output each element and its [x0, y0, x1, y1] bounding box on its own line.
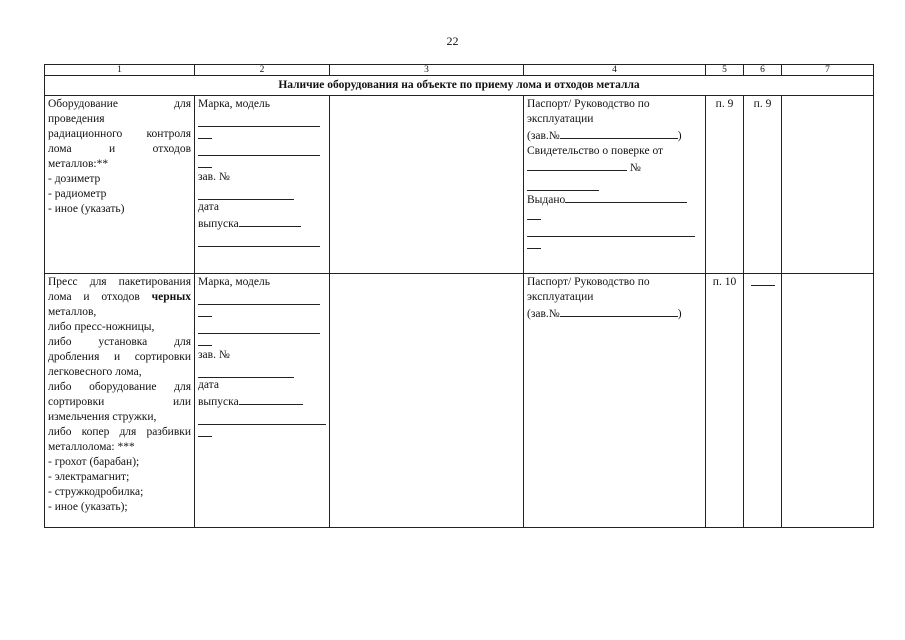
empty-cell — [330, 96, 524, 274]
passport-label: Паспорт/ Руководство по — [527, 98, 650, 110]
serial-number-blank[interactable] — [198, 185, 294, 200]
description-line: лома и отходов — [48, 143, 191, 155]
blank-line[interactable] — [527, 176, 599, 191]
passport-label: эксплуатации — [527, 291, 594, 303]
blank-line[interactable] — [198, 127, 326, 141]
brand-model-label: Марка, модель — [198, 276, 270, 288]
documents-cell — [524, 96, 706, 274]
passport-label: Паспорт/ Руководство по — [527, 276, 650, 288]
equipment-form-table — [44, 64, 874, 528]
description-line: либо оборудование для — [48, 381, 192, 393]
description-line: либо копер для разбивки — [48, 426, 192, 438]
release-date-label: дата — [198, 379, 219, 391]
passport-label: эксплуатации — [527, 113, 594, 125]
description-line: металлов:** — [48, 158, 109, 170]
description-line: - радиометр — [48, 188, 107, 200]
description-line: - иное (указать) — [48, 203, 125, 215]
blank-line[interactable] — [198, 425, 326, 439]
blank-line[interactable] — [198, 334, 326, 348]
description-line: Пресс для пакетирования — [48, 276, 191, 288]
release-date-blank[interactable] — [198, 410, 326, 425]
certificate-label: Свидетельство о поверке от — [527, 145, 664, 157]
blank-line[interactable] — [527, 208, 702, 222]
serial-number-label: зав. № — [198, 171, 230, 183]
brand-model-cell — [195, 96, 330, 274]
column-number-4: 4 — [524, 65, 706, 76]
description-line: либо установка для — [48, 336, 191, 348]
page-number: 22 — [446, 34, 459, 48]
column-number-7: 7 — [782, 65, 874, 76]
column-number-1: 1 — [45, 65, 195, 76]
equipment-description-cell — [45, 96, 195, 274]
brand-model-label: Марка, модель — [198, 98, 270, 110]
blank-line[interactable] — [198, 305, 326, 319]
brand-model-blank[interactable] — [198, 290, 320, 305]
serial-number-field[interactable]: (зав.№ ) — [527, 127, 702, 144]
serial-number-label: зав. № — [198, 349, 230, 361]
description-line: легковесного лома, — [48, 366, 142, 378]
requirement-ref-cell: п. 9 — [706, 96, 744, 274]
brand-model-cell — [195, 274, 330, 528]
blank-line[interactable] — [527, 237, 702, 251]
description-line: - электрамагнит; — [48, 471, 130, 483]
description-line: либо пресс-ножницы, — [48, 321, 155, 333]
section-title: Наличие оборудования на объекте по приему лома и отходов металла — [45, 76, 874, 96]
empty-cell — [782, 96, 874, 274]
description-line: металлолома: *** — [48, 441, 135, 453]
blank-line[interactable] — [198, 141, 320, 156]
column-number-row — [45, 65, 874, 76]
release-date-label: дата — [198, 201, 219, 213]
table-row — [45, 274, 874, 528]
description-line: - грохот (барабан); — [48, 456, 140, 468]
requirement-ref-cell: п. 10 — [706, 274, 744, 528]
description-line: радиационного контроля — [48, 128, 191, 140]
blank-line[interactable] — [751, 275, 775, 286]
release-date-label: выпуска — [198, 215, 326, 232]
blank-line[interactable] — [527, 222, 695, 237]
requirement-ref-cell: п. 9 — [744, 96, 782, 274]
column-number-6: 6 — [744, 65, 782, 76]
section-title-row — [45, 76, 874, 96]
requirement-ref-cell — [744, 274, 782, 528]
release-date-blank[interactable] — [198, 232, 320, 247]
brand-model-blank[interactable] — [198, 112, 320, 127]
blank-line[interactable] — [198, 319, 320, 334]
description-line: проведения — [48, 113, 105, 125]
column-number-5: 5 — [706, 65, 744, 76]
description-line: дробления и сортировки — [48, 351, 192, 363]
description-line: - иное (указать); — [48, 501, 128, 513]
equipment-description-cell — [45, 274, 195, 528]
certificate-number-field[interactable]: № — [527, 159, 702, 176]
serial-number-field[interactable]: (зав.№ ) — [527, 305, 702, 322]
description-line: Оборудование для — [48, 98, 191, 110]
empty-cell — [330, 274, 524, 528]
description-line: металлов, — [48, 306, 97, 318]
description-line: - стружкодробилка; — [48, 486, 144, 498]
empty-cell — [782, 274, 874, 528]
blank-line[interactable] — [198, 156, 326, 170]
description-line: сортировки или — [48, 396, 191, 408]
description-line: - дозиметр — [48, 173, 101, 185]
description-line: лома и отходов черных — [48, 291, 191, 303]
release-date-label: выпуска — [198, 393, 326, 410]
table-row — [45, 96, 874, 274]
column-number-2: 2 — [195, 65, 330, 76]
description-line: измельчения стружки, — [48, 411, 157, 423]
serial-number-blank[interactable] — [198, 363, 294, 378]
issued-field[interactable]: Выдано — [527, 191, 702, 208]
documents-cell — [524, 274, 706, 528]
column-number-3: 3 — [330, 65, 524, 76]
